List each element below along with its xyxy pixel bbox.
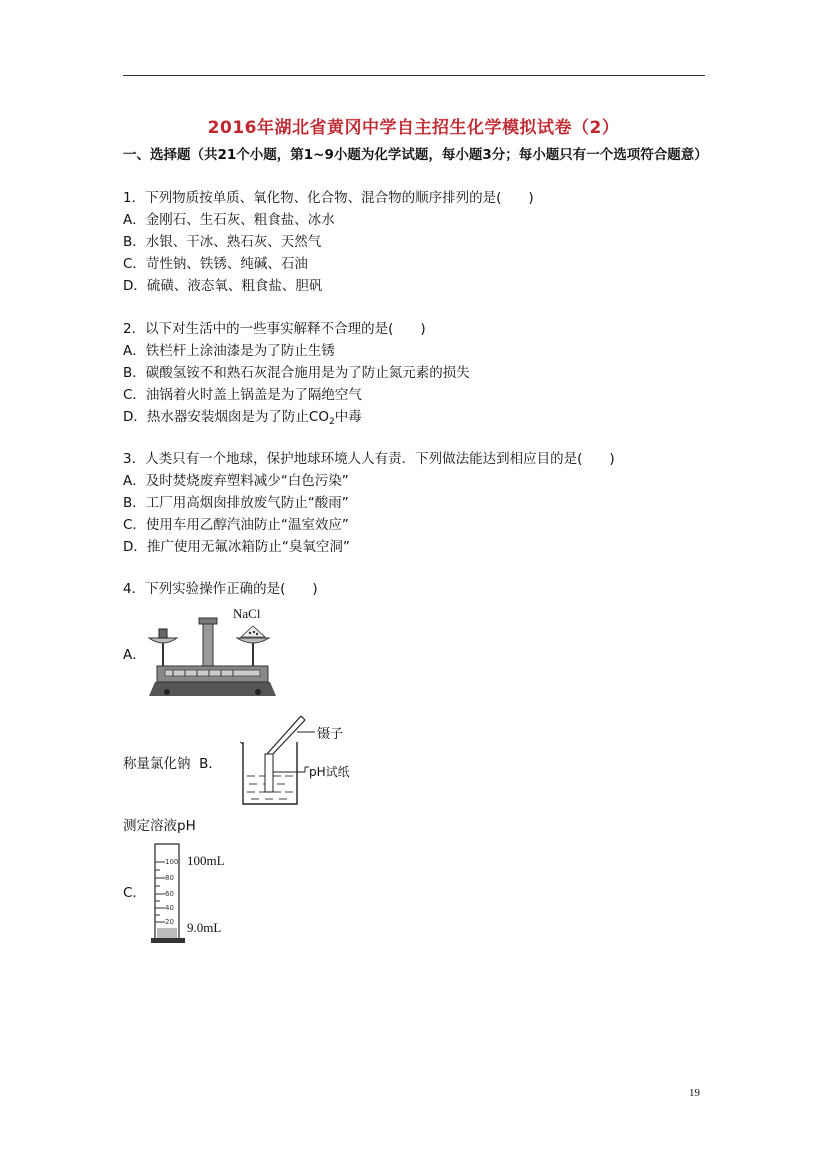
tick-label: 80	[165, 874, 174, 882]
section-heading: 一、选择题（共21个小题，第1~9小题为化学试题，每小题3分；每小题只有一个选项符合题意）	[123, 147, 708, 163]
page-title: 2016年湖北省黄冈中学自主招生化学模拟试卷（2）	[207, 118, 620, 138]
ph-test-figure	[235, 712, 360, 810]
q4-stem: 4．下列实验操作正确的是( )	[123, 581, 318, 597]
tick-label: 40	[165, 904, 174, 912]
nacl-label: NaCl	[233, 606, 261, 621]
q1-option-a: A．金刚石、生石灰、粗食盐、冰水	[123, 212, 335, 228]
q3-option-b: B．工厂用高烟囱排放废气防止“酸雨”	[123, 495, 349, 511]
tick-label: 20	[165, 918, 174, 926]
volume-label: 9.0mL	[187, 920, 222, 935]
tick-label: 100	[165, 858, 179, 866]
q1-option-d: D．硫磺、液态氧、粗食盐、胆矾	[123, 278, 323, 294]
q3-option-d: D．推广使用无氟冰箱防止“臭氧空洞”	[123, 539, 350, 555]
q1-option-b: B．水银、干冰、熟石灰、天然气	[123, 234, 322, 250]
q2-option-a: A．铁栏杆上涂油漆是为了防止生锈	[123, 343, 335, 359]
tweezers-label: 镊子	[317, 727, 344, 742]
q4-option-a-caption: 称量氯化钠 B．	[123, 756, 222, 772]
q3-stem: 3．人类只有一个地球，保护地球环境人人有责．下列做法能达到相应目的是( )	[123, 451, 615, 467]
ph-paper-label: pH试纸	[309, 765, 350, 779]
tick-label: 60	[165, 890, 174, 898]
capacity-label: 100mL	[187, 853, 225, 868]
balance-figure	[145, 604, 280, 700]
q3-option-c: C．使用车用乙醇汽油防止“温室效应”	[123, 517, 349, 533]
page-number: 19	[689, 1087, 700, 1099]
q2-option-c: C．油锅着火时盖上锅盖是为了隔绝空气	[123, 387, 362, 403]
q4-option-c-label: C．	[123, 885, 146, 901]
q2-option-d: D．热水器安装烟囱是为了防止$CO_2$中毒	[123, 409, 362, 427]
graduated-cylinder-figure	[143, 840, 243, 946]
q3-option-a: A．及时焚烧废弃塑料减少“白色污染”	[123, 473, 349, 489]
q1-stem: 1．下列物质按单质、氧化物、化合物、混合物的顺序排列的是( )	[123, 190, 534, 206]
q2-stem: 2．以下对生活中的一些事实解释不合理的是( )	[123, 321, 426, 337]
q4-option-b-label: B．	[199, 756, 222, 772]
q4-option-b-caption: 测定溶液pH	[123, 818, 196, 834]
q1-option-c: C．苛性钠、铁锈、纯碱、石油	[123, 256, 308, 272]
q2-option-b: B．碳酸氢铵不和熟石灰混合施用是为了防止氮元素的损失	[123, 365, 470, 381]
q4-option-a-label: A．	[123, 647, 146, 663]
header-rule	[123, 75, 705, 76]
